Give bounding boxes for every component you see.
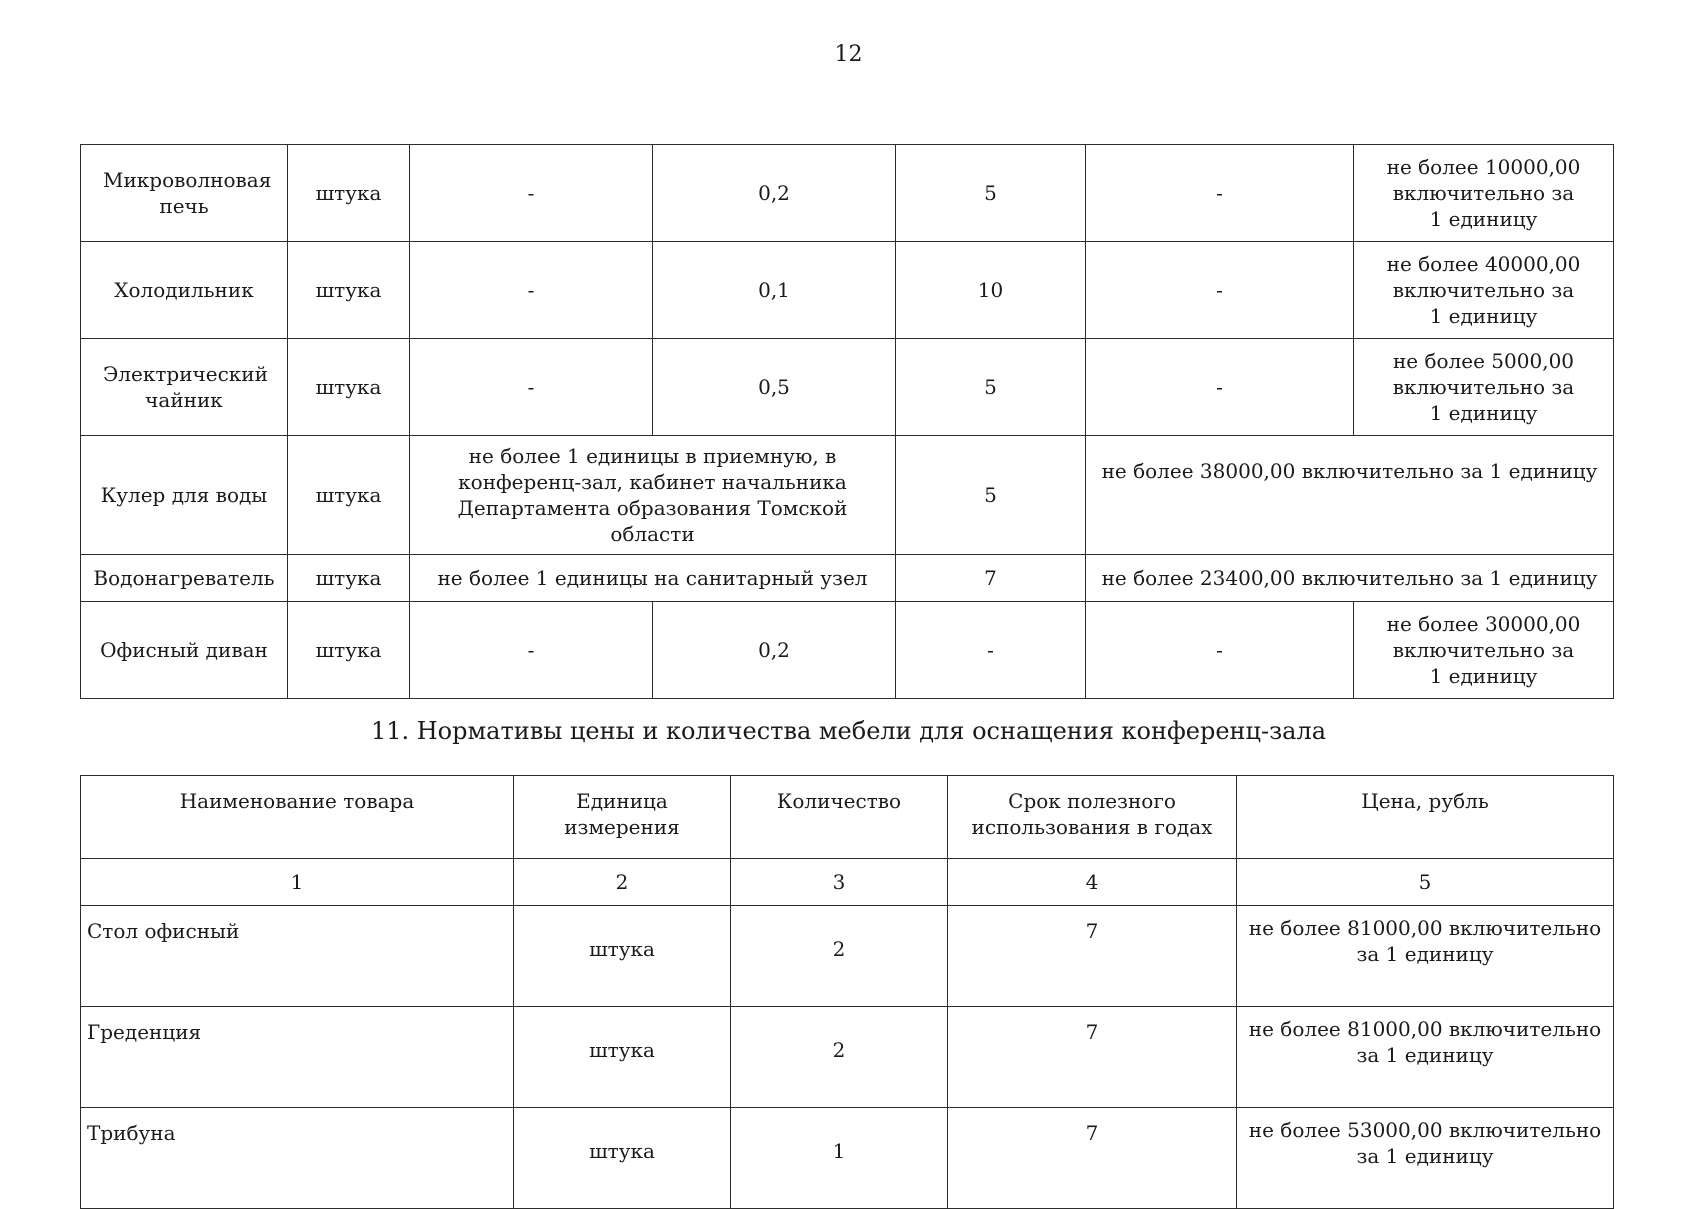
table-cell: - xyxy=(410,339,653,436)
table-row xyxy=(81,145,1614,242)
equipment-table xyxy=(80,144,1614,699)
merged-cell: не более 1 единицы в приемную, в конференц-зал, кабинет начальника Департамента образования Томской области xyxy=(410,436,896,555)
item-name-cell: Трибуна xyxy=(81,1108,514,1209)
unit-cell: штука xyxy=(514,906,731,1007)
table-cell: 10 xyxy=(896,242,1086,339)
unit-cell: штука xyxy=(514,1108,731,1209)
quantity-cell: 2 xyxy=(731,1007,948,1108)
item-name-cell: Кулер для воды xyxy=(81,436,288,555)
price-cell: не более 30000,00 включительно за 1 единицу xyxy=(1354,602,1614,699)
item-name-cell: Греденция xyxy=(81,1007,514,1108)
table-row xyxy=(81,1108,1614,1209)
item-name-cell: Стол офисный xyxy=(81,906,514,1007)
item-name-cell: Холодильник xyxy=(81,242,288,339)
table-cell: 0,2 xyxy=(653,145,896,242)
quantity-cell: 1 xyxy=(731,1108,948,1209)
page-number: 12 xyxy=(834,42,863,67)
item-name-cell: Офисный диван xyxy=(81,602,288,699)
furniture-table xyxy=(80,775,1614,1209)
table-cell: - xyxy=(896,602,1086,699)
table-row xyxy=(81,602,1614,699)
years-cell: 7 xyxy=(948,906,1237,1007)
unit-cell: штука xyxy=(514,1007,731,1108)
column-header: Количество xyxy=(731,776,948,859)
price-cell: не более 10000,00 включительно за 1 единицу xyxy=(1354,145,1614,242)
table-row xyxy=(81,339,1614,436)
table-cell: - xyxy=(1086,339,1354,436)
column-header: Цена, рубль xyxy=(1237,776,1614,859)
table-row xyxy=(81,1007,1614,1108)
table-cell: - xyxy=(410,145,653,242)
unit-cell: штука xyxy=(288,339,410,436)
quantity-cell: 2 xyxy=(731,906,948,1007)
table-cell: - xyxy=(1086,242,1354,339)
table-row xyxy=(81,242,1614,339)
item-name-cell: Электрический чайник xyxy=(81,339,288,436)
table-cell: 5 xyxy=(896,145,1086,242)
price-cell: не более 38000,00 включительно за 1 единицу xyxy=(1086,436,1614,555)
table-cell: 0,5 xyxy=(653,339,896,436)
column-number-row xyxy=(81,859,1614,906)
unit-cell: штука xyxy=(288,436,410,555)
table-row xyxy=(81,555,1614,602)
table-header-row xyxy=(81,776,1614,859)
table-row xyxy=(81,436,1614,555)
price-cell: не более 53000,00 включительно за 1 единицу xyxy=(1237,1108,1614,1209)
column-header: Единица измерения xyxy=(514,776,731,859)
column-number: 1 xyxy=(81,859,514,906)
years-cell: 7 xyxy=(948,1007,1237,1108)
price-cell: не более 23400,00 включительно за 1 единицу xyxy=(1086,555,1614,602)
table-cell: - xyxy=(1086,602,1354,699)
item-name-cell: Водонагреватель xyxy=(81,555,288,602)
price-cell: не более 40000,00 включительно за 1 единицу xyxy=(1354,242,1614,339)
unit-cell: штука xyxy=(288,602,410,699)
price-cell: не более 81000,00 включительно за 1 единицу xyxy=(1237,906,1614,1007)
table-cell: 5 xyxy=(896,339,1086,436)
table-cell: 7 xyxy=(896,555,1086,602)
unit-cell: штука xyxy=(288,555,410,602)
table-cell: 5 xyxy=(896,436,1086,555)
merged-cell: не более 1 единицы на санитарный узел xyxy=(410,555,896,602)
table-cell: - xyxy=(1086,145,1354,242)
table-row xyxy=(81,906,1614,1007)
unit-cell: штука xyxy=(288,145,410,242)
table-cell: - xyxy=(410,602,653,699)
table-cell: 0,2 xyxy=(653,602,896,699)
price-cell: не более 5000,00 включительно за 1 единицу xyxy=(1354,339,1614,436)
price-cell: не более 81000,00 включительно за 1 единицу xyxy=(1237,1007,1614,1108)
item-name-cell: Микроволновая печь xyxy=(81,145,288,242)
column-number: 4 xyxy=(948,859,1237,906)
section-title: 11. Нормативы цены и количества мебели для оснащения конференц-зала xyxy=(370,717,1327,745)
column-number: 5 xyxy=(1237,859,1614,906)
unit-cell: штука xyxy=(288,242,410,339)
table-cell: - xyxy=(410,242,653,339)
column-number: 2 xyxy=(514,859,731,906)
column-header: Срок полезного использования в годах xyxy=(948,776,1237,859)
years-cell: 7 xyxy=(948,1108,1237,1209)
column-number: 3 xyxy=(731,859,948,906)
table-cell: 0,1 xyxy=(653,242,896,339)
column-header: Наименование товара xyxy=(81,776,514,859)
